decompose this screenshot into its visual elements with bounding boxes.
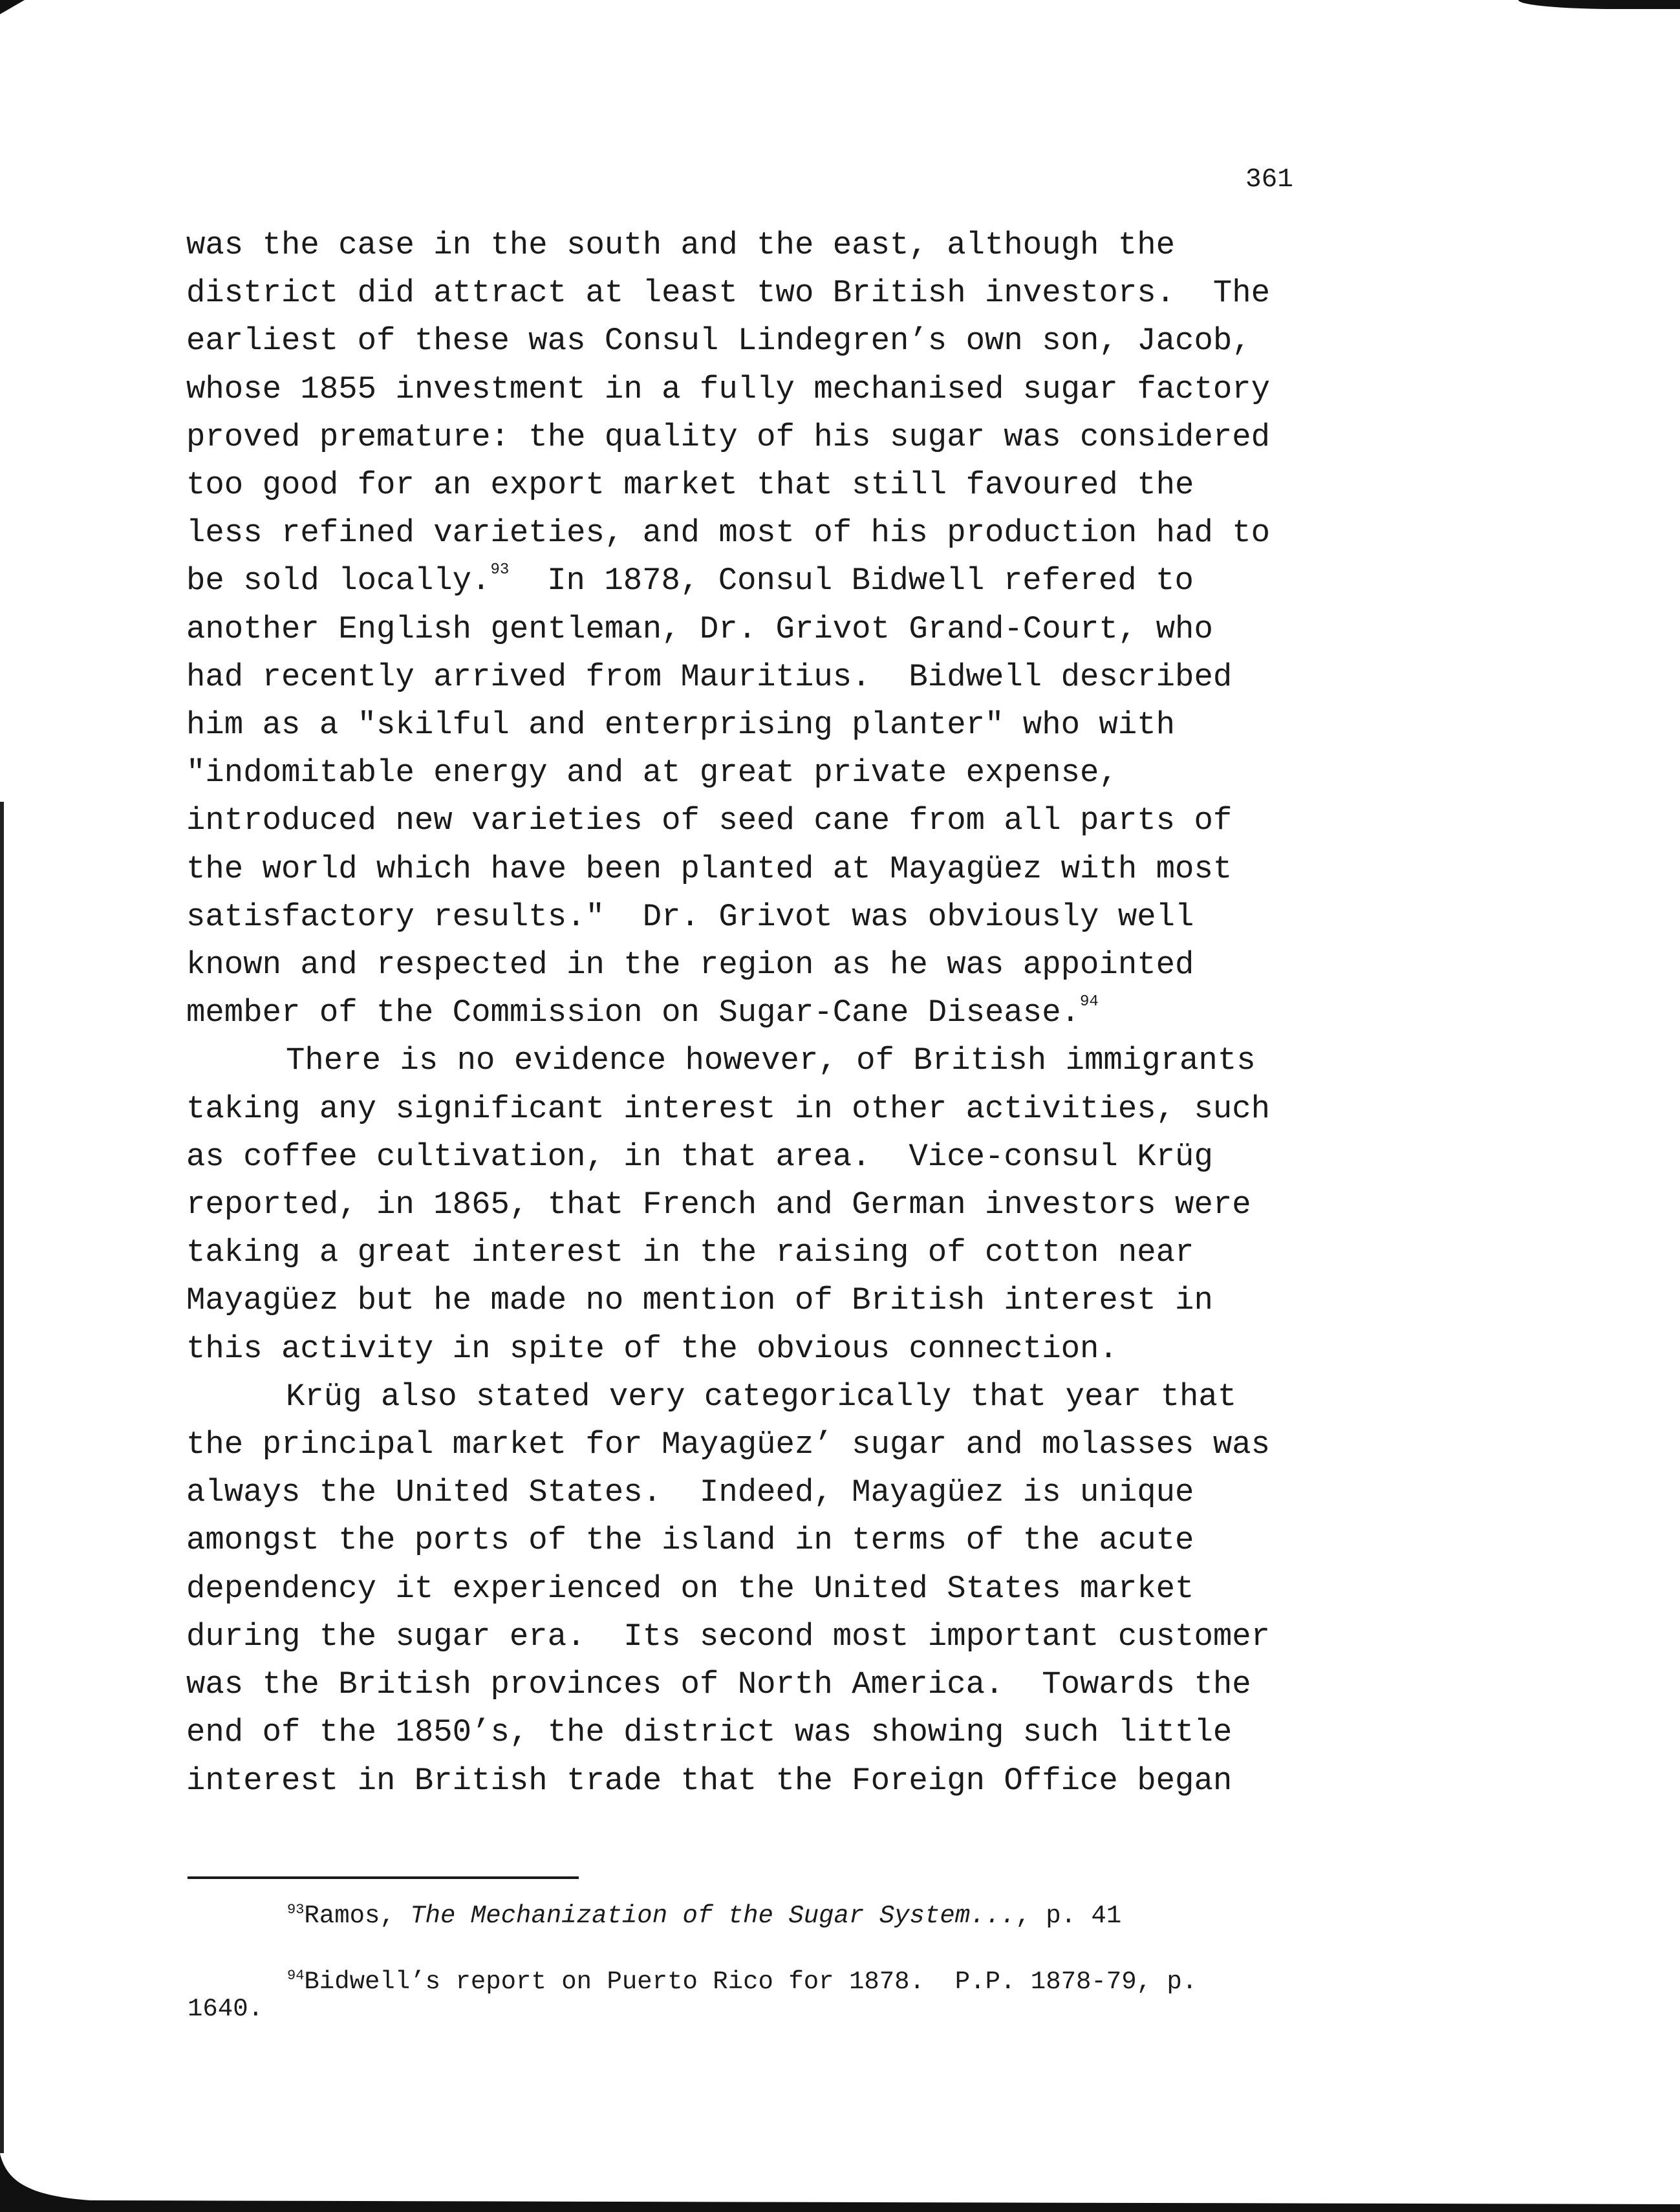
- footnote-text: Bidwell’s report on Puerto Rico for 1878. P.P. 1878-79, p.: [304, 1968, 1198, 1996]
- text-line: less refined varieties, and most of his production had to: [186, 515, 1271, 552]
- footnote-separator: [188, 1876, 579, 1879]
- text-line: [186, 989, 1311, 1036]
- footnote-ref: 94: [1080, 993, 1099, 1011]
- text-segment: member of the Commission on Sugar-Cane Disease.: [186, 994, 1081, 1031]
- scan-edge-left: [0, 802, 4, 2153]
- text-line: introduced new varieties of seed cane from all parts of: [186, 802, 1233, 839]
- footnote-94-continuation: 1640.: [188, 1995, 264, 2023]
- text-line: satisfactory results." Dr. Grivot was obviously well: [186, 898, 1194, 935]
- text-line: the world which have been planted at Mayagüez with most: [186, 850, 1233, 887]
- text-line: reported, in 1865, that French and German investors were: [186, 1187, 1251, 1223]
- text-segment: be sold locally.: [186, 563, 491, 599]
- text-line: [186, 557, 1311, 605]
- footnote-number: 93: [287, 1902, 305, 1918]
- text-line: known and respected in the region as he was appointed: [186, 947, 1194, 983]
- text-line: dependency it experienced on the United States market: [186, 1570, 1194, 1607]
- footnote-text: Ramos,: [304, 1902, 411, 1930]
- text-line: always the United States. Indeed, Mayagüez is unique: [186, 1474, 1194, 1511]
- scan-corner-top-left: [0, 0, 25, 14]
- text-line: taking any significant interest in other activities, such: [186, 1090, 1271, 1127]
- text-line: was the British provinces of North America. Towards the: [186, 1666, 1251, 1703]
- text-line: amongst the ports of the island in terms of the acute: [186, 1522, 1194, 1559]
- page-number: 361: [1245, 165, 1293, 195]
- text-segment: In 1878, Consul Bidwell refered to: [509, 563, 1194, 599]
- footnotes: [188, 1902, 1313, 2023]
- text-line: taking a great interest in the raising of cotton near: [186, 1234, 1194, 1271]
- text-line: this activity in spite of the obvious connection.: [186, 1330, 1118, 1367]
- text-line: proved premature: the quality of his sugar was considered: [186, 418, 1271, 455]
- footnote-text: , p. 41: [1015, 1902, 1122, 1930]
- footnote-93: [188, 1902, 1313, 1929]
- text-line: as coffee cultivation, in that area. Vice-consul Krüg: [186, 1138, 1213, 1175]
- scan-corner-top-right: [1518, 0, 1680, 9]
- text-line: district did attract at least two British investors. The: [186, 275, 1271, 312]
- text-line: whose 1855 investment in a fully mechanised sugar factory: [186, 370, 1271, 407]
- text-line: during the sugar era. Its second most important customer: [186, 1618, 1271, 1655]
- body-text: [186, 221, 1311, 1805]
- text-line: There is no evidence however, of British immigrants: [286, 1042, 1256, 1079]
- footnote-number: 94: [287, 1968, 305, 1984]
- footnote-94: [188, 1968, 1313, 1995]
- text-line: Mayagüez but he made no mention of British interest in: [186, 1282, 1213, 1319]
- text-line: the principal market for Mayagüez’ sugar and molasses was: [186, 1426, 1271, 1463]
- scan-corner-bottom-left: [0, 2154, 1680, 2212]
- text-line: him as a "skilful and enterprising planter" who with: [186, 707, 1176, 744]
- text-line: interest in British trade that the Foreign Office began: [186, 1762, 1233, 1799]
- text-line: earliest of these was Consul Lindegren’s own son, Jacob,: [186, 323, 1251, 360]
- footnote-title: The Mechanization of the Sugar System...: [410, 1902, 1016, 1930]
- text-line: had recently arrived from Mauritius. Bidwell described: [186, 658, 1233, 695]
- text-line: another English gentleman, Dr. Grivot Grand-Court, who: [186, 610, 1213, 647]
- text-line: "indomitable energy and at great private expense,: [186, 755, 1118, 791]
- text-line: too good for an export market that still favoured the: [186, 467, 1194, 504]
- footnote-ref: 93: [490, 561, 510, 579]
- text-line: end of the 1850’s, the district was showing such little: [186, 1714, 1233, 1751]
- text-line: Krüg also stated very categorically that year that: [286, 1378, 1237, 1415]
- text-line: was the case in the south and the east, although the: [186, 227, 1176, 263]
